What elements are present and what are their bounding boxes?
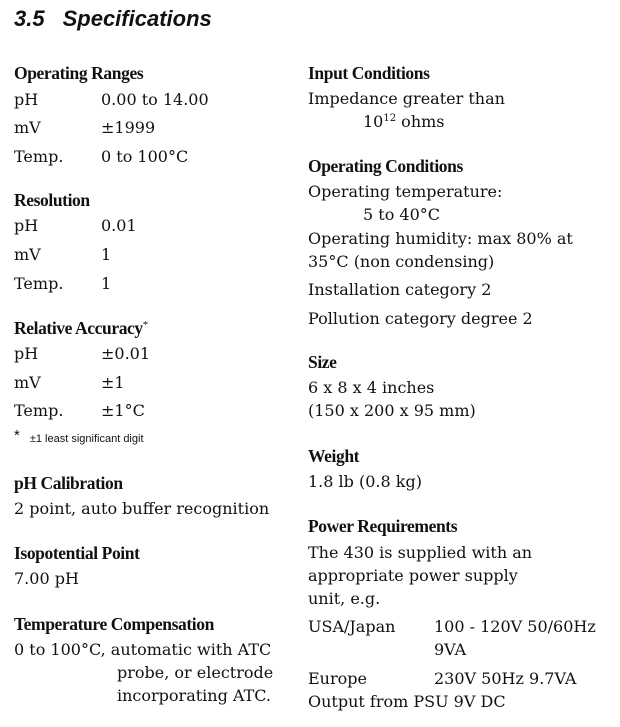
impedance-base: 10 [363, 112, 384, 131]
power-requirements-heading: Power Requirements [308, 516, 458, 536]
temperature-compensation-line1: 0 to 100°C, automatic with ATC [14, 640, 272, 659]
power-line1: The 430 is supplied with an [308, 543, 533, 562]
operating-conditions-heading: Operating Conditions [308, 156, 463, 176]
usa-japan-value-2: 9VA [434, 640, 467, 659]
size-line2: (150 x 200 x 95 mm) [308, 401, 476, 420]
impedance-unit: ohms [396, 112, 445, 131]
europe-value: 230V 50Hz 9.7VA [434, 669, 577, 688]
input-conditions-heading: Input Conditions [308, 63, 430, 83]
isopotential-point-text: 7.00 pH [14, 569, 79, 588]
resolution-ph-label: pH [14, 216, 39, 235]
operating-ranges-mv-label: mV [14, 118, 41, 137]
input-conditions-line1: Impedance greater than [308, 89, 505, 108]
operating-ranges-heading: Operating Ranges [14, 63, 144, 83]
operating-conditions-line1: Operating temperature: [308, 182, 503, 201]
accuracy-footnote [14, 427, 144, 445]
relative-accuracy-temp-value: ±1°C [101, 401, 145, 420]
usa-japan-label: USA/Japan [308, 617, 396, 636]
relative-accuracy-mv-label: mV [14, 373, 41, 392]
relative-accuracy-ph-label: pH [14, 344, 39, 363]
operating-ranges-mv-value: ±1999 [101, 118, 156, 137]
resolution-temp-value: 1 [101, 274, 112, 293]
ph-calibration-heading: pH Calibration [14, 473, 123, 493]
relative-accuracy-temp-label: Temp. [14, 401, 64, 420]
psu-output: Output from PSU 9V DC [308, 692, 506, 711]
power-line2: appropriate power supply [308, 566, 518, 585]
resolution-temp-label: Temp. [14, 274, 64, 293]
operating-conditions-line3: Operating humidity: max 80% at [308, 229, 573, 248]
operating-ranges-temp-label: Temp. [14, 147, 64, 166]
weight-line1: 1.8 lb (0.8 kg) [308, 472, 422, 491]
operating-ranges-ph-label: pH [14, 90, 39, 109]
resolution-mv-label: mV [14, 245, 41, 264]
temperature-compensation-line3: incorporating ATC. [117, 686, 272, 705]
relative-accuracy-heading [14, 318, 148, 339]
relative-accuracy-mv-value: ±1 [101, 373, 125, 392]
section-title-text: Specifications [62, 6, 212, 31]
resolution-heading: Resolution [14, 190, 90, 210]
footnote-marker: * [14, 427, 20, 444]
relative-accuracy-heading-text: Relative Accuracy [14, 318, 143, 338]
operating-conditions-line6: Pollution category degree 2 [308, 309, 533, 328]
temperature-compensation-line2: probe, or electrode [117, 663, 274, 682]
operating-ranges-ph-value: 0.00 to 14.00 [101, 90, 209, 109]
size-heading: Size [308, 352, 337, 372]
relative-accuracy-marker: * [142, 319, 148, 331]
input-conditions-line2 [363, 112, 445, 131]
impedance-exponent: 12 [383, 113, 397, 124]
operating-conditions-line5: Installation category 2 [308, 280, 492, 299]
relative-accuracy-ph-value: ±0.01 [101, 344, 151, 363]
usa-japan-value-1: 100 - 120V 50/60Hz [434, 617, 596, 636]
ph-calibration-text: 2 point, auto buffer recognition [14, 499, 270, 518]
resolution-mv-value: 1 [101, 245, 112, 264]
operating-conditions-line4: 35°C (non condensing) [308, 252, 495, 271]
europe-label: Europe [308, 669, 367, 688]
temperature-compensation-heading: Temperature Compensation [14, 614, 214, 634]
section-number: 3.5 [14, 6, 45, 31]
footnote-text: ±1 least significant digit [29, 433, 144, 445]
operating-conditions-line2: 5 to 40°C [363, 205, 441, 224]
section-title [14, 6, 212, 32]
resolution-ph-value: 0.01 [101, 216, 137, 235]
isopotential-point-heading: Isopotential Point [14, 543, 140, 563]
weight-heading: Weight [308, 446, 360, 466]
operating-ranges-temp-value: 0 to 100°C [101, 147, 189, 166]
size-line1: 6 x 8 x 4 inches [308, 378, 435, 397]
power-line3: unit, e.g. [308, 589, 381, 608]
